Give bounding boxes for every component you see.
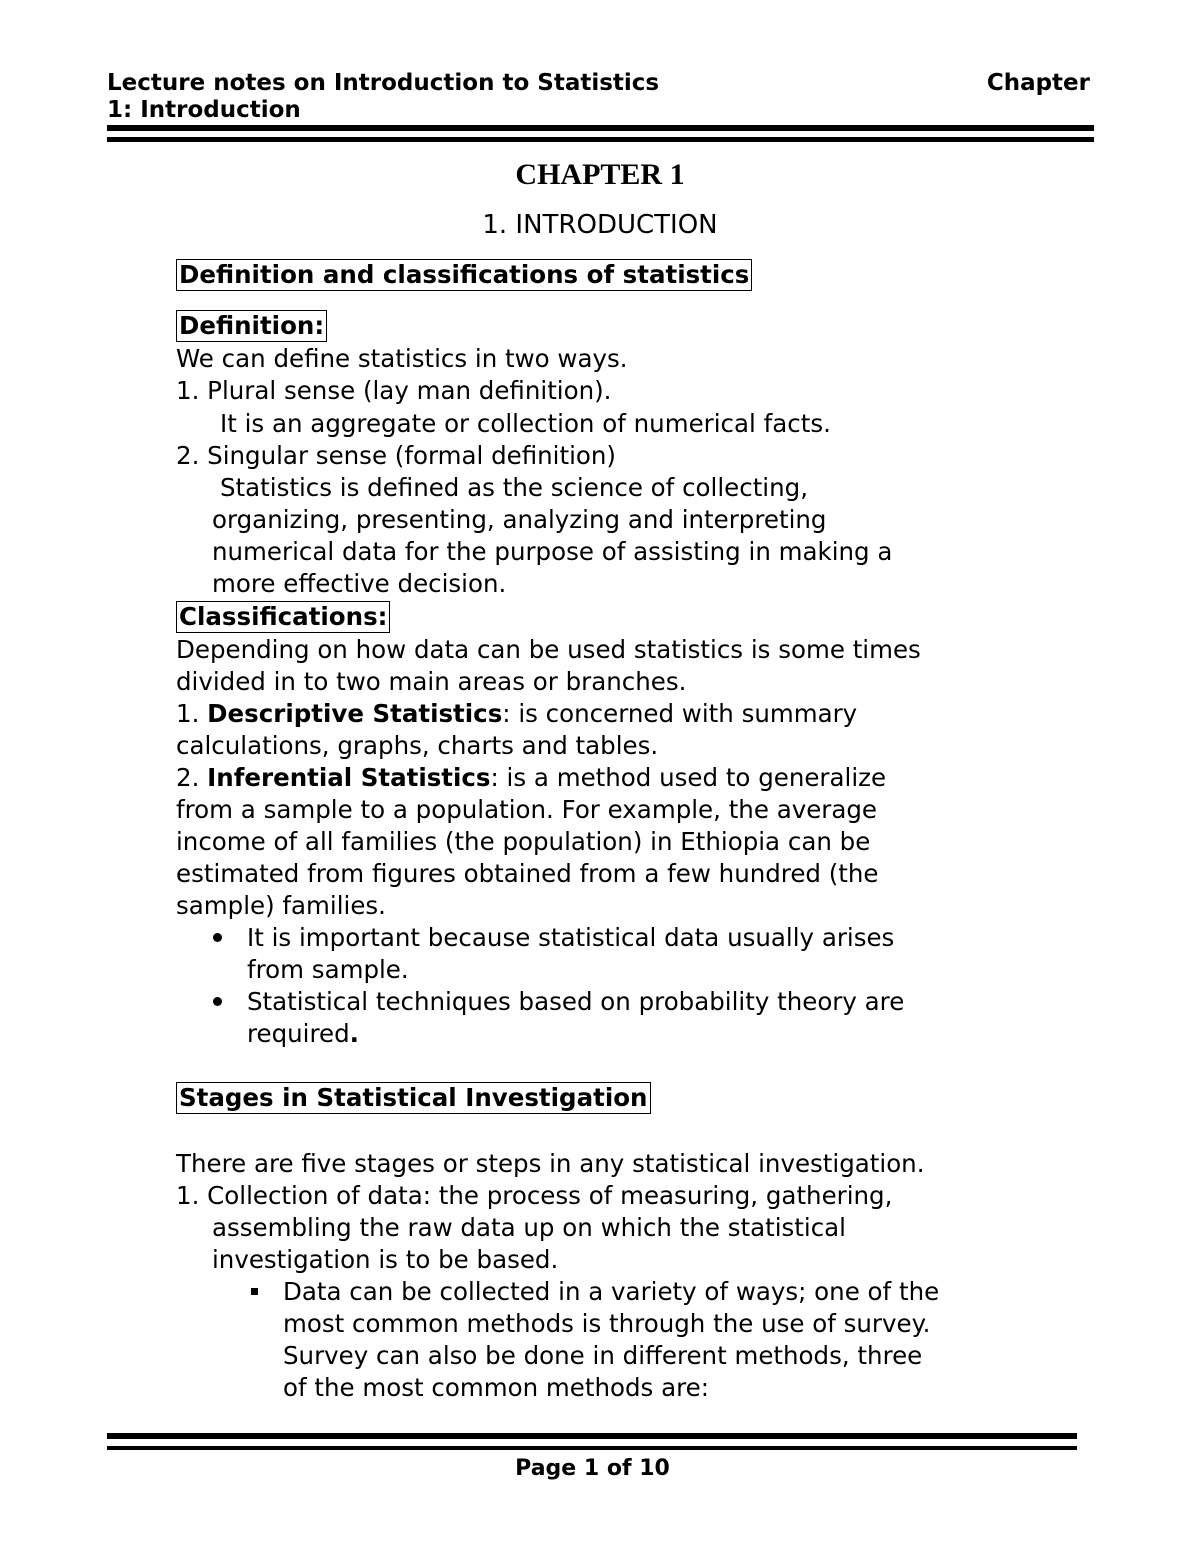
footer-rule-thick (107, 1433, 1077, 1439)
classifications-label: Classifications: (176, 601, 390, 633)
inferential-statistics-text: estimated from figures obtained from a few hundred (the (176, 859, 879, 888)
inferential-statistics-text: sample) families. (176, 891, 386, 920)
section-title: 1. INTRODUCTION (482, 210, 718, 240)
header-chapter-label: Chapter (986, 70, 1090, 96)
definition-item-1: 1. Plural sense (lay man definition). (176, 376, 612, 405)
definition-item-2-desc: organizing, presenting, analyzing and interpreting (212, 505, 827, 534)
item-number: 1. (176, 699, 208, 728)
definition-item-2: 2. Singular sense (formal definition) (176, 441, 616, 470)
sub-bullet-text: of the most common methods are: (283, 1373, 709, 1402)
sub-bullet-text: Survey can also be done in different methods, three (283, 1341, 923, 1370)
footer-rule-thin (107, 1446, 1077, 1450)
sub-bullet-text: Data can be collected in a variety of ways; one of the (283, 1277, 940, 1306)
stages-heading: Stages in Statistical Investigation (176, 1082, 651, 1114)
page-number: Page 1 of 10 (515, 1456, 670, 1481)
bullet-item-text: It is important because statistical data usually arises (247, 923, 895, 952)
classifications-intro: Depending on how data can be used statistics is some times (176, 635, 921, 664)
header-rule-thick (107, 125, 1094, 131)
bullet-item-period: . (349, 1019, 359, 1048)
inferential-statistics-item (176, 763, 886, 793)
definition-item-1-desc: It is an aggregate or collection of numerical facts. (220, 409, 831, 438)
bullet-icon (213, 997, 222, 1006)
bullet-item-text: required (247, 1019, 350, 1048)
inferential-statistics-term: Inferential Statistics (207, 763, 491, 792)
stage-item-1: 1. Collection of data: the process of measuring, gathering, (176, 1181, 893, 1210)
stages-intro: There are five stages or steps in any statistical investigation. (176, 1149, 925, 1178)
stages-heading-wrap (176, 1082, 651, 1114)
square-bullet-icon (251, 1288, 258, 1295)
descriptive-statistics-item (176, 699, 857, 729)
definition-item-2-desc: more effective decision. (212, 569, 507, 598)
inferential-statistics-text: : is a method used to generalize (490, 763, 887, 792)
definition-label-wrap (176, 310, 327, 342)
header-rule-thin (107, 137, 1094, 142)
descriptive-statistics-text-2: calculations, graphs, charts and tables. (176, 731, 659, 760)
definition-section-heading: Definition and classifications of statistics (176, 259, 752, 291)
inferential-statistics-text: from a sample to a population. For example, the average (176, 795, 877, 824)
descriptive-statistics-text: : is concerned with summary (502, 699, 858, 728)
item-number: 2. (176, 763, 208, 792)
bullet-icon (213, 933, 222, 942)
bullet-item-text: Statistical techniques based on probability theory are (247, 987, 905, 1016)
definition-label: Definition: (176, 310, 327, 342)
definition-item-2-desc: numerical data for the purpose of assisting in making a (212, 537, 893, 566)
stage-item-1: assembling the raw data up on which the statistical (212, 1213, 846, 1242)
inferential-statistics-text: income of all families (the population) in Ethiopia can be (176, 827, 871, 856)
definition-item-2-desc: Statistics is defined as the science of collecting, (220, 473, 808, 502)
bullet-item-text: from sample. (247, 955, 409, 984)
descriptive-statistics-term: Descriptive Statistics (207, 699, 503, 728)
sub-bullet-text: most common methods is through the use of survey. (283, 1309, 931, 1338)
chapter-title: CHAPTER 1 (515, 158, 685, 191)
stage-item-1: investigation is to be based. (212, 1245, 559, 1274)
definition-intro: We can define statistics in two ways. (176, 344, 628, 373)
definition-section-heading-wrap (176, 259, 752, 291)
classifications-label-wrap (176, 601, 390, 633)
header-title: Lecture notes on Introduction to Statistics (107, 70, 660, 96)
classifications-intro: divided in to two main areas or branches. (176, 667, 687, 696)
header-subtitle: 1: Introduction (107, 97, 301, 123)
bullet-item-text-end (247, 1019, 359, 1049)
